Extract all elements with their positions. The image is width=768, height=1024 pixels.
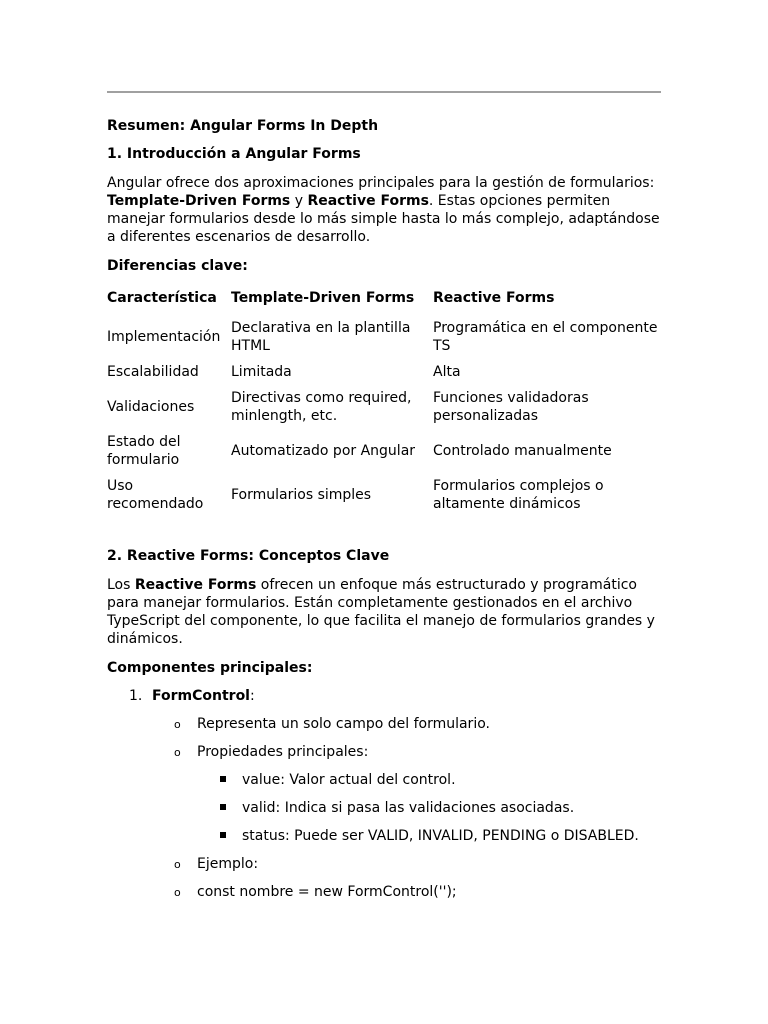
square-bullet-icon: [220, 832, 226, 838]
property-list-item: [107, 771, 667, 789]
table-cell: Funciones validadoras personalizadas: [433, 390, 589, 424]
sub-list-item: [107, 855, 667, 873]
table-cell: Alta: [433, 364, 461, 380]
table-row: [107, 385, 667, 429]
square-bullet-icon: [220, 804, 226, 810]
square-bullet-icon: [220, 776, 226, 782]
table-row: [107, 315, 667, 359]
circle-bullet-icon: o: [174, 746, 181, 759]
table-header-row: [107, 285, 667, 315]
document-title: Resumen: Angular Forms In Depth: [107, 118, 379, 134]
property-list-item: [107, 827, 667, 845]
comparison-table: [107, 285, 667, 517]
table-cell: Implementación: [107, 329, 221, 345]
differences-heading: Diferencias clave:: [107, 258, 248, 274]
table-header-cell: Característica: [107, 290, 217, 306]
sub-list-item: [107, 715, 667, 733]
document-body: [107, 117, 667, 911]
horizontal-rule: [107, 91, 661, 93]
table-cell: Validaciones: [107, 399, 195, 415]
section-2-paragraph: [107, 576, 667, 648]
sub-list-item: [107, 883, 667, 901]
list-item-text: [152, 687, 667, 705]
circle-bullet-icon: o: [174, 718, 181, 731]
table-cell: Uso recomendado: [107, 478, 204, 512]
intro-text-1: Angular ofrece dos aproximaciones principales para la gestión de formularios:: [107, 175, 655, 191]
formcontrol-suffix: :: [249, 688, 255, 704]
table-header-cell: Template-Driven Forms: [231, 290, 415, 306]
intro-bold-template-driven: Template-Driven Forms: [107, 193, 291, 209]
property-list-item: [107, 799, 667, 817]
table-cell: Automatizado por Angular: [231, 443, 416, 459]
intro-bold-reactive: Reactive Forms: [307, 193, 429, 209]
property-text: value: Valor actual del control.: [242, 772, 456, 788]
section-2-heading: 2. Reactive Forms: Conceptos Clave: [107, 548, 390, 564]
table-cell: Escalabilidad: [107, 364, 199, 380]
circle-bullet-icon: o: [174, 886, 181, 899]
table-cell: Directivas como required, minlength, etc.: [231, 390, 412, 424]
table-cell: Declarativa en la plantilla HTML: [231, 320, 411, 354]
code-example: const nombre = new FormControl('');: [197, 884, 457, 900]
intro-text-2: . Estas opciones permiten manejar formularios desde lo más simple hasta lo más complejo, adaptándose a diferentes escenarios de desarrollo.: [107, 193, 660, 245]
table-header-cell: Reactive Forms: [433, 290, 555, 306]
sub-item-text: Ejemplo:: [197, 856, 259, 872]
table-cell: Limitada: [231, 364, 292, 380]
table-row: [107, 429, 667, 473]
para-bold-reactive: Reactive Forms: [134, 577, 257, 593]
list-item: [107, 687, 667, 705]
table-cell: Formularios complejos o altamente dinámicos: [433, 478, 604, 512]
table-cell: Programática en el componente TS: [433, 320, 658, 354]
property-text: valid: Indica si pasa las validaciones asociadas.: [242, 800, 575, 816]
sub-list-item: [107, 743, 667, 761]
table-row: [107, 473, 667, 517]
para-rest: ofrecen un enfoque más estructurado y programático para manejar formularios. Están completamente gestionados en el archivo TypeScript del componente, lo que facilita el manejo de formularios grandes y dinámicos.: [107, 577, 655, 647]
section-1-heading: 1. Introducción a Angular Forms: [107, 146, 361, 162]
table-cell: Controlado manualmente: [433, 443, 612, 459]
table-cell: Estado del formulario: [107, 434, 181, 468]
sub-item-text: Representa un solo campo del formulario.: [197, 716, 490, 732]
intro-and: y: [290, 193, 308, 209]
table-cell: Formularios simples: [231, 487, 372, 503]
property-text: status: Puede ser VALID, INVALID, PENDING o DISABLED.: [242, 828, 639, 844]
para-prefix: Los: [107, 577, 135, 593]
components-heading: Componentes principales:: [107, 660, 313, 676]
section-1-intro: [107, 174, 667, 246]
list-number: 1.: [129, 688, 143, 704]
formcontrol-label: FormControl: [152, 688, 250, 704]
sub-item-text: Propiedades principales:: [197, 744, 369, 760]
table-row: [107, 359, 667, 385]
circle-bullet-icon: o: [174, 858, 181, 871]
